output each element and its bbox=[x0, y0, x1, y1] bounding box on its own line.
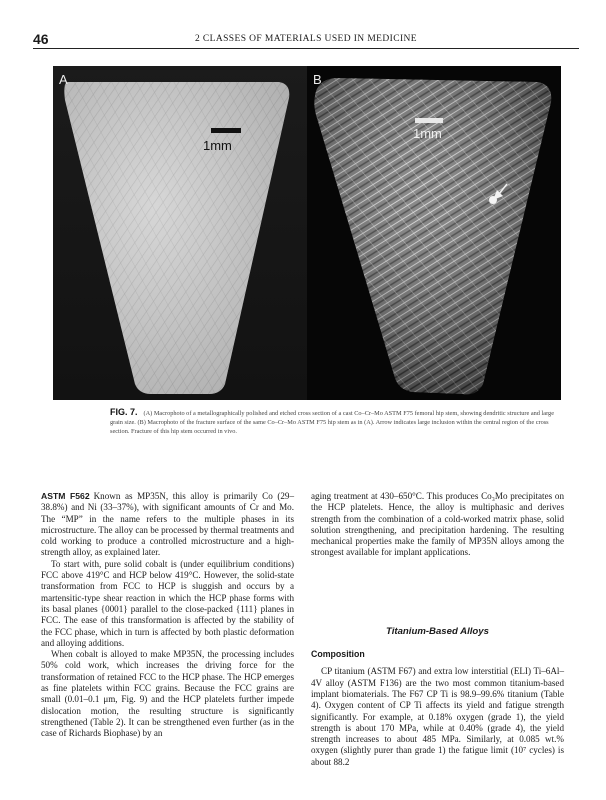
left-column bbox=[41, 491, 294, 740]
lead-term: ASTM F562 bbox=[41, 491, 90, 501]
paragraph-astm-f562 bbox=[41, 491, 294, 559]
figure-caption-text: (A) Macrophoto of a metallographically polished and etched cross section of a cast Co–Cr–Mo ASTM F75 femoral hip stem, showing dendritic structure and large grain size. (B) Macrophoto of the fracture surface of the same Co–Cr–Mo ASTM F75 hip stem as in (A). Arrow indicates large inclusion within the central region of the cross section. Fracture of this hip stem occurred in vivo. bbox=[110, 410, 554, 435]
figure-panel-b bbox=[307, 66, 561, 400]
fracture-surface-photo bbox=[307, 66, 561, 400]
page-header bbox=[33, 30, 579, 50]
paragraph-3: When cobalt is alloyed to make MP35N, the processing includes 50% cold work, which increases the driving force for the transformation of retained FCC to the HCP phase. The HCP emerges as fine platelets within FCC grains. Because the FCC grains are small (0.01–0.1 μm, Fig. 9) and the HCP platelets further impede dislocation motion, the resulting structure is significantly strengthened (Table 2). It can be strengthened even further (as in the case of Richards Biophase) by an bbox=[41, 649, 294, 739]
panel-a-label: A bbox=[59, 72, 68, 87]
figure-7 bbox=[53, 66, 561, 400]
subsection-heading: Composition bbox=[311, 649, 365, 660]
paragraph-2: To start with, pure solid cobalt is (under equilibrium conditions) FCC above 419°C and HCP below 419°C. However, the solid-state transformation from FCC to HCP is sluggish and occurs by a martensitic-type shear reaction in which the HCP phase forms with its basal planes {0001} parallel to the close-packed {111} planes in FCC. The ease of this transformation is affected by the stability of the FCC phase, which in turn is affected by both plastic deformation and alloying additions. bbox=[41, 558, 294, 648]
paragraph-5: CP titanium (ASTM F67) and extra low interstitial (ELI) Ti–6Al–4V alloy (ASTM F136) are the two most common titanium-based implant biomaterials. The F67 CP Ti is 98.9–99.6% titanium (Table 4). Oxygen content of CP Ti affects its yield and fatigue strength significantly. For example, at 0.18% oxygen (grade 1), the yield strength is about 170 MPa, while at 0.40% (grade 4), the yield strength increases to about 485 MPa. Similarly, at 0.085 wt.% oxygen (slightly purer than grade 1) the fatigue limit (10⁷ cycles) is about 88.2 bbox=[311, 666, 564, 767]
page-number: 46 bbox=[33, 31, 49, 47]
inclusion-marker bbox=[489, 196, 497, 204]
figure-panel-a bbox=[53, 66, 307, 400]
figure-caption-label: FIG. 7. bbox=[110, 407, 138, 417]
panel-b-label: B bbox=[313, 72, 322, 87]
cross-section-photo bbox=[53, 66, 307, 400]
paragraph-4: aging treatment at 430–650°C. This produces Co₃Mo precipitates on the HCP platelets. Hence, the alloy is multiphasic and derives strength from the combination of a cold-worked matrix phase, solid solution strengthening, and precipitation hardening. The resulting mechanical properties make the family of MP35N alloys among the strongest available for implant applications. bbox=[311, 491, 564, 558]
section-heading: Titanium-Based Alloys bbox=[386, 625, 489, 637]
scale-a-text: 1mm bbox=[203, 138, 232, 153]
running-head: 2 CLASSES OF MATERIALS USED IN MEDICINE bbox=[195, 34, 417, 44]
right-column bbox=[311, 491, 564, 768]
figure-caption bbox=[110, 408, 558, 436]
paragraph-1-text: Known as MP35N, this alloy is primarily Co (29–38.8%) and Ni (33–37%), with significant amounts of Cr and Mo. The “MP” in the name refers to the multiple phases in its microstructure. The alloy can be processed by thermal treatments and cold working to produce a controlled microstructure and a high-strength alloy, as explained later. bbox=[41, 491, 294, 558]
header-rule bbox=[33, 48, 579, 49]
scale-b-text: 1mm bbox=[413, 126, 442, 141]
